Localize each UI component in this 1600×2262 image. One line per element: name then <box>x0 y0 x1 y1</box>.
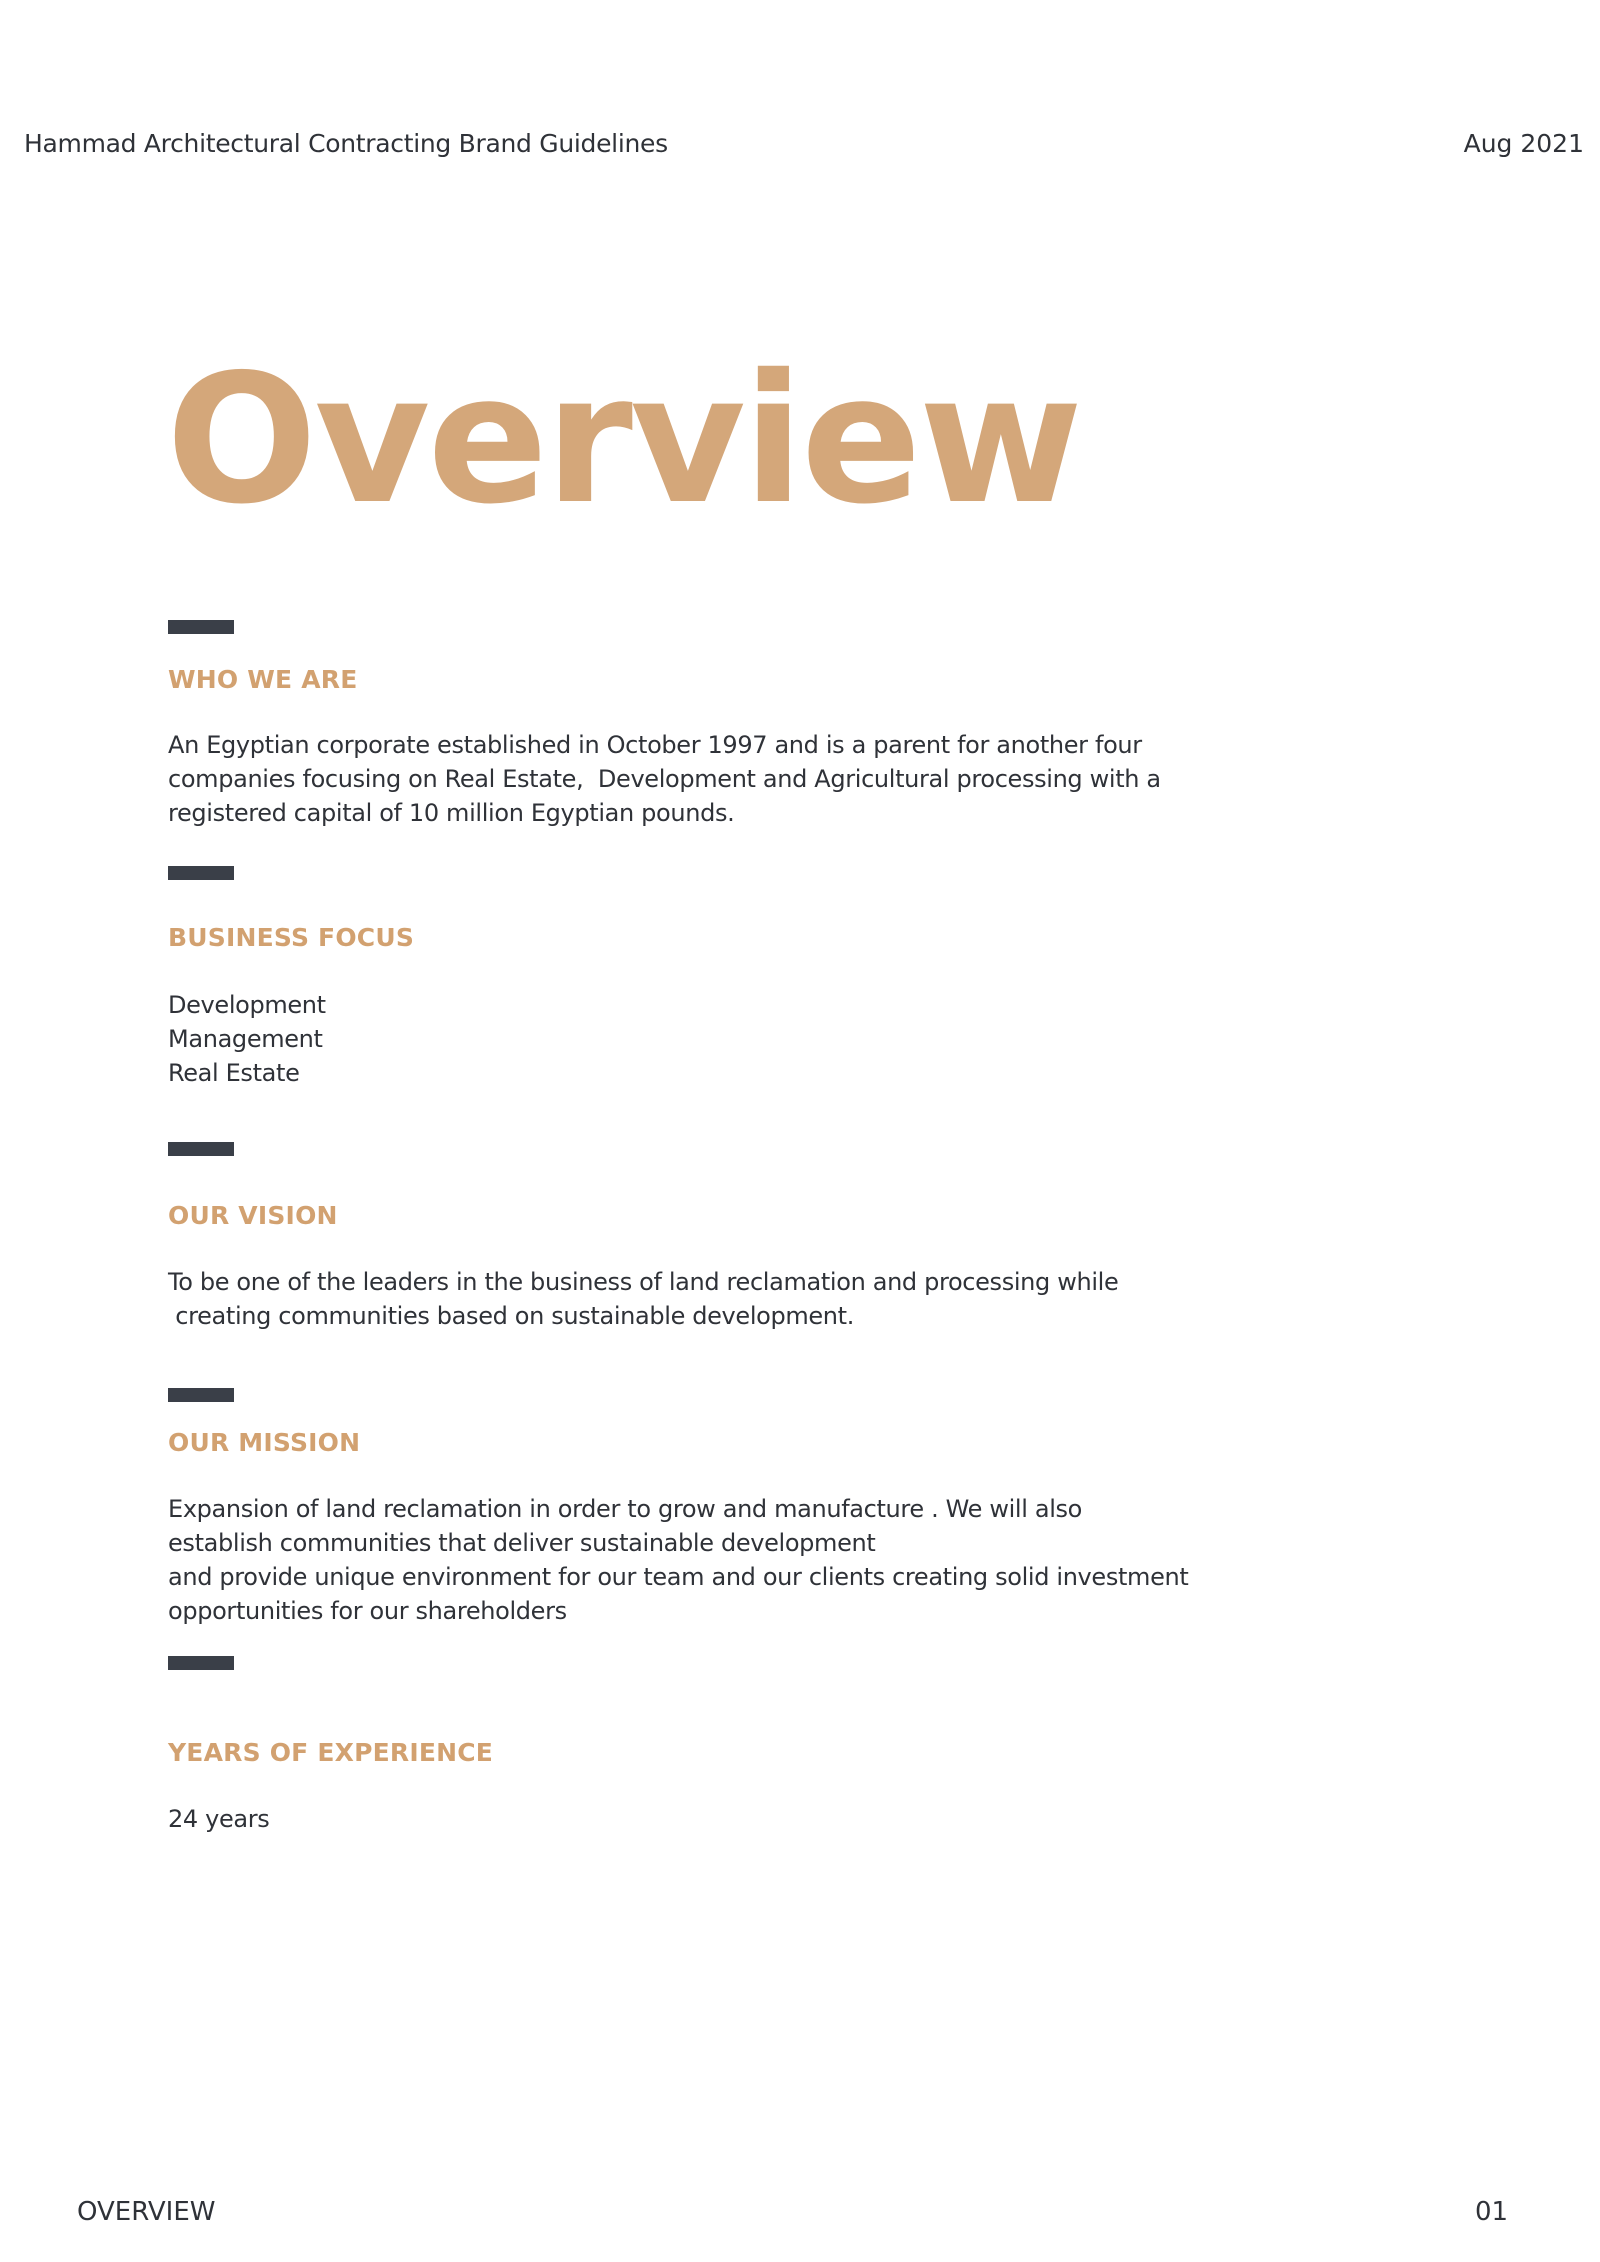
our-vision-text <box>168 1265 1118 1333</box>
our-mission-text <box>168 1492 1188 1628</box>
business-focus-item: Development <box>168 991 326 1019</box>
our-vision-line: To be one of the leaders in the business of land reclamation and processing while <box>168 1268 1119 1296</box>
business-focus-item: Management <box>168 1025 323 1053</box>
our-vision-heading: OUR VISION <box>168 1201 338 1230</box>
years-of-experience-heading: YEARS OF EXPERIENCE <box>168 1738 494 1767</box>
document-title: Hammad Architectural Contracting Brand Guidelines <box>24 129 668 158</box>
our-mission-heading: OUR MISSION <box>168 1428 361 1457</box>
years-of-experience-line: 24 years <box>168 1805 270 1833</box>
business-focus-heading: BUSINESS FOCUS <box>168 923 415 952</box>
who-we-are-text <box>168 728 1161 830</box>
our-mission-line: and provide unique environment for our team and our clients creating solid investment <box>168 1563 1189 1591</box>
our-mission-line: Expansion of land reclamation in order to grow and manufacture . We will also <box>168 1495 1083 1523</box>
section-divider-bar <box>168 620 234 634</box>
page-number: 01 <box>1475 2197 1509 2227</box>
who-we-are-line: An Egyptian corporate established in October 1997 and is a parent for another four <box>168 731 1142 759</box>
section-divider-bar <box>168 1388 234 1402</box>
our-vision-line: creating communities based on sustainable development. <box>168 1302 855 1330</box>
section-divider-bar <box>168 1142 234 1156</box>
years-of-experience-value <box>168 1802 269 1836</box>
our-mission-line: establish communities that deliver sustainable development <box>168 1529 876 1557</box>
who-we-are-line: registered capital of 10 million Egyptian pounds. <box>168 799 735 827</box>
section-divider-bar <box>168 1656 234 1670</box>
business-focus-item: Real Estate <box>168 1059 300 1087</box>
footer-section-name: OVERVIEW <box>77 2197 216 2227</box>
our-mission-line: opportunities for our shareholders <box>168 1597 567 1625</box>
who-we-are-heading: WHO WE ARE <box>168 665 358 694</box>
document-date: Aug 2021 <box>1463 129 1584 158</box>
business-focus-list <box>168 988 326 1090</box>
section-divider-bar <box>168 866 234 880</box>
page-title: Overview <box>166 336 1081 543</box>
who-we-are-line: companies focusing on Real Estate, Development and Agricultural processing with a <box>168 765 1161 793</box>
